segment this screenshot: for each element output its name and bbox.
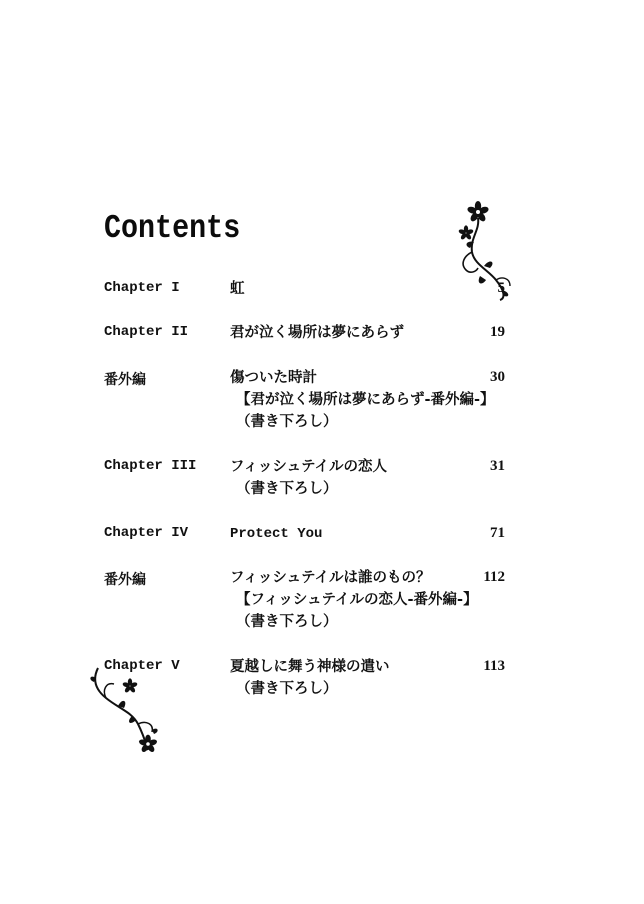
page-number: 112 [483,569,505,585]
page-number: 19 [490,324,505,340]
entry-title: 夏越しに舞う神様の遣い [230,659,390,675]
chapter-label: Chapter III [104,458,197,474]
chapter-label: 番外編 [104,572,146,588]
page-number: 113 [483,658,505,674]
chapter-label: Chapter II [104,324,189,340]
page-number: 31 [490,458,505,474]
entry-title: 傷ついた時計 [230,370,317,386]
chapter-label: Chapter I [104,280,180,296]
floral-vine-bottom-left-icon [88,664,168,759]
entry-subtitle: 【フィッシュテイルの恋人-番外編-】 [236,592,478,608]
entry-title: フィッシュテイルの恋人 [230,459,388,475]
page-number: 30 [490,369,505,385]
chapter-label: 番外編 [104,372,146,388]
chapter-label: Chapter V [104,658,180,674]
page-number: 71 [490,525,505,541]
entry-subtitle: 【君が泣く場所は夢にあらず-番外編-】 [236,392,495,408]
entry-title: Protect You [230,526,323,542]
entry-note: （書き下ろし） [236,414,338,430]
entry-title: フィッシュテイルは誰のもの？ [230,570,431,586]
entry-note: （書き下ろし） [236,614,338,630]
entry-note: （書き下ろし） [236,481,338,497]
entry-note: （書き下ろし） [236,681,338,697]
entry-title: 虹 [230,281,245,297]
entry-title: 君が泣く場所は夢にあらず [230,325,404,341]
page-number: 5 [497,280,505,296]
contents-title: Contents [104,210,241,247]
chapter-label: Chapter IV [104,525,189,541]
